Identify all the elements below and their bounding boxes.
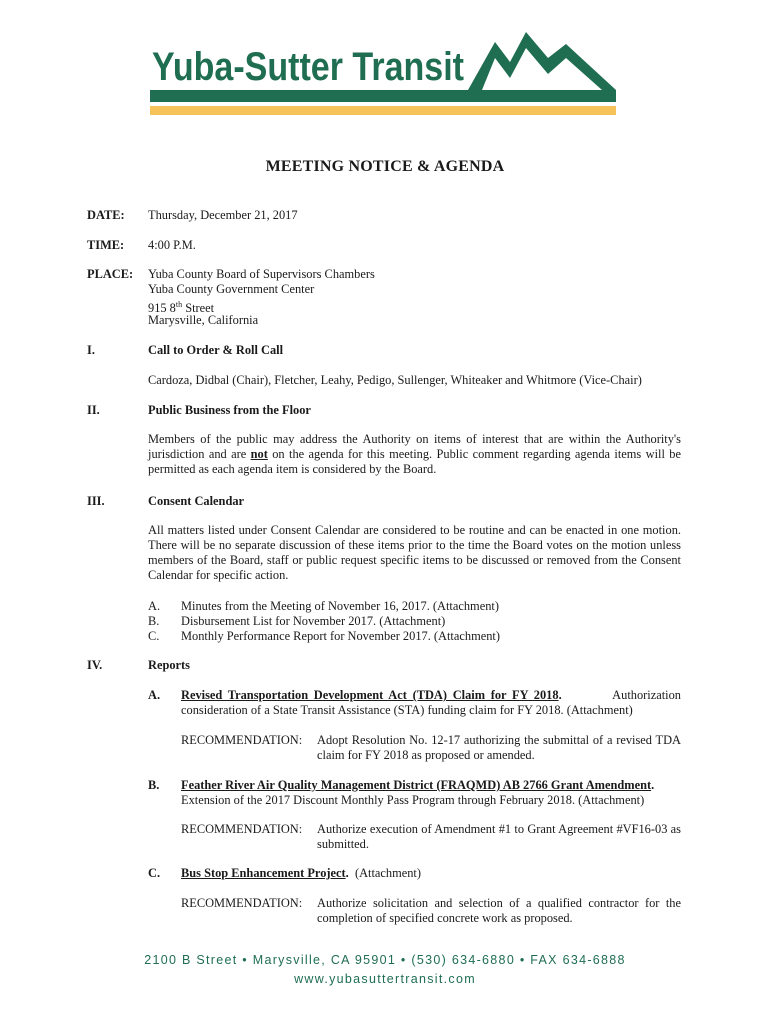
report-item-title-end: . xyxy=(651,778,655,792)
report-item-rest: (Attachment) xyxy=(348,866,422,880)
place-line-1: Yuba County Board of Supervisors Chambers xyxy=(148,267,375,281)
document-title: MEETING NOTICE & AGENDA xyxy=(265,158,505,175)
consent-calendar-text: All matters listed under Consent Calendar are considered to be routine and can be enacted in one motion. There will be no separate discussion of these items prior to the time the Board votes on the motion unless members of the Board, staff or public request specific items to be discussed or removed from the Consent Calendar for specific action. xyxy=(148,523,681,582)
item-letter: B. xyxy=(148,778,160,792)
date-value: Thursday, December 21, 2017 xyxy=(148,208,298,222)
report-item-title-end: . xyxy=(558,688,562,702)
place-street-number: 915 8 xyxy=(148,301,176,316)
public-business-emphasis: not xyxy=(250,447,268,461)
section-heading: Reports xyxy=(148,658,190,672)
roll-call-text: Cardoza, Didbal (Chair), Fletcher, Leahy, Pedigo, Sullenger, Whiteaker and Whitmore (Vice-Chair) xyxy=(148,373,642,387)
consent-item: Disbursement List for November 2017. (Attachment) xyxy=(181,614,446,628)
report-item-description: consideration of a State Transit Assistance (STA) funding claim for FY 2018. (Attachment) xyxy=(181,703,633,717)
report-item-rest: Authorization xyxy=(612,688,681,702)
place-label: PLACE: xyxy=(87,267,134,281)
report-item-description: Extension of the 2017 Discount Monthly Pass Program through February 2018. (Attachment) xyxy=(181,793,645,807)
recommendation-label: RECOMMENDATION: xyxy=(181,733,303,747)
svg-text:Yuba-Sutter Transit: Yuba-Sutter Transit xyxy=(152,45,464,89)
consent-item: Monthly Performance Report for November 2017. (Attachment) xyxy=(181,629,500,643)
item-letter: A. xyxy=(148,688,161,702)
report-item-title xyxy=(181,778,681,793)
footer-website: www.yubasuttertransit.com xyxy=(294,972,476,986)
item-letter: C. xyxy=(148,866,161,880)
logo-green-stripe xyxy=(150,90,616,102)
yuba-sutter-transit-logo xyxy=(150,28,620,120)
section-heading: Consent Calendar xyxy=(148,494,245,508)
time-label: TIME: xyxy=(87,238,125,252)
section-number: IV. xyxy=(87,658,103,672)
place-street-ordinal: th xyxy=(175,300,183,309)
report-item-title-line xyxy=(181,688,681,703)
report-item-title xyxy=(181,866,421,881)
recommendation-text: Authorize solicitation and selection of a qualified contractor for the completion of specified concrete work as proposed. xyxy=(317,896,681,925)
recommendation-label: RECOMMENDATION: xyxy=(181,896,303,910)
place-line-4: Marysville, California xyxy=(148,313,259,327)
mountain-road-icon xyxy=(468,32,616,90)
report-item-title-text: Feather River Air Quality Management District (FRAQMD) AB 2766 Grant Amendment xyxy=(181,778,652,792)
recommendation-text: Adopt Resolution No. 12-17 authorizing the submittal of a revised TDA claim for FY 2018 as proposed or amended. xyxy=(317,733,681,762)
logo-yellow-stripe xyxy=(150,106,616,115)
recommendation-text: Authorize execution of Amendment #1 to Grant Agreement #VF16-03 as submitted. xyxy=(317,822,681,851)
item-letter: A. xyxy=(148,599,161,613)
section-heading: Call to Order & Roll Call xyxy=(148,343,284,357)
item-letter: C. xyxy=(148,629,160,643)
report-item-title-end: . xyxy=(345,866,349,880)
place-line-2: Yuba County Government Center xyxy=(148,282,315,296)
date-label: DATE: xyxy=(87,208,125,222)
consent-item: Minutes from the Meeting of November 16, 2017. (Attachment) xyxy=(181,599,499,613)
report-item-title xyxy=(181,688,562,703)
time-value: 4:00 P.M. xyxy=(148,238,196,252)
section-number: I. xyxy=(87,343,95,357)
section-number: III. xyxy=(87,494,105,508)
section-heading: Public Business from the Floor xyxy=(148,403,311,417)
public-business-text xyxy=(148,432,681,477)
footer-address: 2100 B Street • Marysville, CA 95901 • (530) 634-6880 • FAX 634-6888 xyxy=(144,953,626,967)
item-letter: B. xyxy=(148,614,160,628)
public-business-text-part: on the agenda for this meeting. Public comment regarding agenda items will be permitted as each agenda item is considered by the Board. xyxy=(148,447,681,476)
public-business-text-part: Members of the public may address the Authority on items of interest that are within the Authority's jurisdiction and are xyxy=(148,432,681,461)
recommendation-label: RECOMMENDATION: xyxy=(181,822,303,836)
place-street-name: Street xyxy=(182,301,215,316)
report-item-title-text: Bus Stop Enhancement Project xyxy=(181,866,346,880)
section-number: II. xyxy=(87,403,100,417)
report-item-title-text: Revised Transportation Development Act (TDA) Claim for FY 2018 xyxy=(181,688,559,702)
